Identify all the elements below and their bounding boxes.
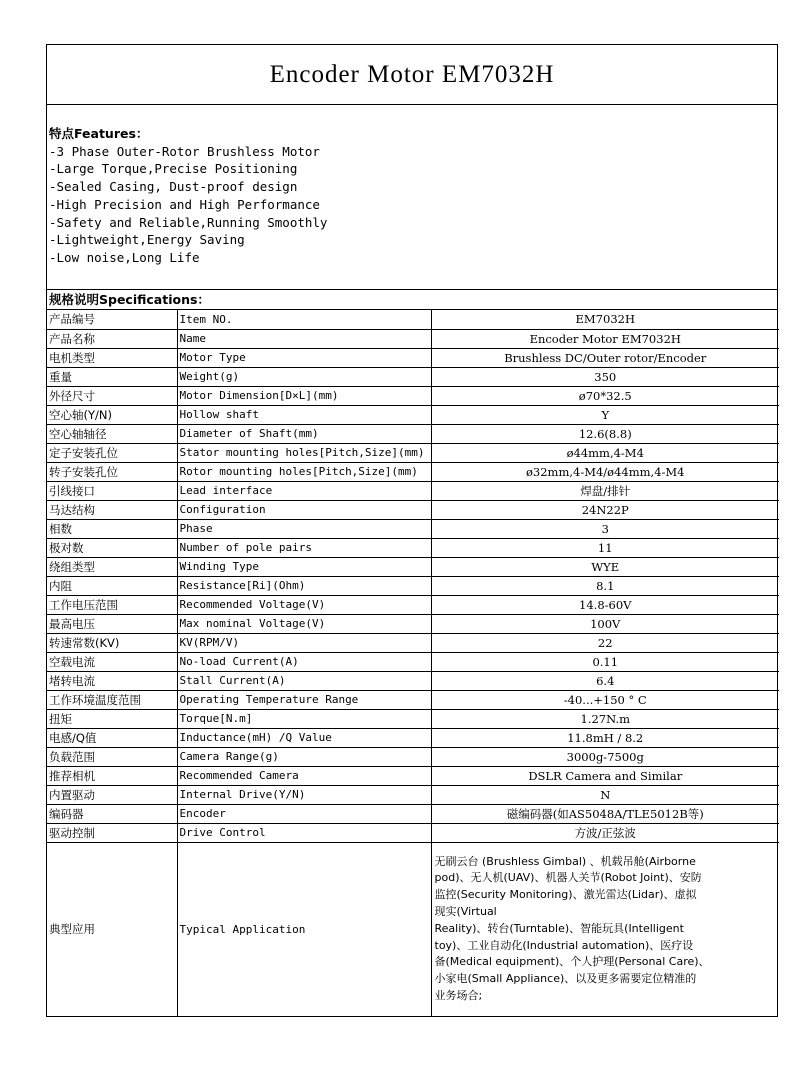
spec-label-en: Weight(g) (177, 367, 431, 386)
application-line: pod)、无人机(UAV)、机器人关节(Robot Joint)、安防 (434, 871, 702, 885)
spec-label-zh: 马达结构 (47, 500, 177, 519)
spec-label-en: Stator mounting holes[Pitch,Size](mm) (177, 443, 431, 462)
spec-row (47, 633, 779, 652)
spec-row (47, 747, 779, 766)
spec-row (47, 557, 779, 576)
application-line: 监控(Security Monitoring)、激光雷达(Lidar)、虚拟 (434, 888, 697, 902)
feature-item: -Lightweight,Energy Saving (49, 232, 245, 248)
specifications-table (47, 310, 779, 1016)
spec-label-en: Motor Type (177, 348, 431, 367)
spec-row (47, 785, 779, 804)
spec-label-zh: 电感/Q值 (47, 728, 177, 747)
spec-value: 3 (431, 519, 779, 538)
spec-row (47, 728, 779, 747)
spec-label-en: Hollow shaft (177, 405, 431, 424)
spec-label-zh: 重量 (47, 367, 177, 386)
spec-row (47, 709, 779, 728)
spec-label-zh: 工作电压范围 (47, 595, 177, 614)
spec-value: Y (431, 405, 779, 424)
spec-value: 350 (431, 367, 779, 386)
spec-row (47, 690, 779, 709)
spec-label-zh: 空心轴轴径 (47, 424, 177, 443)
spec-label-en: Torque[N.m] (177, 709, 431, 728)
spec-value: 24N22P (431, 500, 779, 519)
spec-value: 14.8-60V (431, 595, 779, 614)
specifications-heading: 规格说明Specifications： (47, 290, 777, 310)
spec-value: 焊盘/排针 (431, 481, 779, 500)
spec-label-en: Recommended Voltage(V) (177, 595, 431, 614)
spec-row (47, 348, 779, 367)
spec-label-zh: 产品名称 (47, 329, 177, 348)
spec-label-en: KV(RPM/V) (177, 633, 431, 652)
spec-row (47, 500, 779, 519)
spec-label-en: Encoder (177, 804, 431, 823)
spec-value: 12.6(8.8) (431, 424, 779, 443)
spec-row (47, 462, 779, 481)
spec-row (47, 595, 779, 614)
feature-item: -Low noise,Long Life (49, 249, 200, 265)
spec-label-en: Operating Temperature Range (177, 690, 431, 709)
spec-label-zh: 转速常数(KV) (47, 633, 177, 652)
spec-row (47, 671, 779, 690)
spec-label-en: Inductance(mH) /Q Value (177, 728, 431, 747)
spec-label-zh: 扭矩 (47, 709, 177, 728)
spec-value: 方波/正弦波 (431, 823, 779, 842)
spec-row (47, 329, 779, 348)
spec-label-zh: 最高电压 (47, 614, 177, 633)
features-heading: 特点Features： (49, 126, 149, 141)
spec-label-zh: 定子安装孔位 (47, 443, 177, 462)
spec-value: Encoder Motor EM7032H (431, 329, 779, 348)
spec-value: 11 (431, 538, 779, 557)
spec-label-zh: 转子安装孔位 (47, 462, 177, 481)
spec-value: 3000g-7500g (431, 747, 779, 766)
application-line: 无刷云台 (Brushless Gimbal) 、机载吊舱(Airborne (434, 854, 696, 868)
spec-label-zh: 极对数 (47, 538, 177, 557)
spec-label-en: Diameter of Shaft(mm) (177, 424, 431, 443)
spec-row-application (47, 842, 779, 1016)
spec-label-en: Motor Dimension[D×L](mm) (177, 386, 431, 405)
spec-label-zh: 内阻 (47, 576, 177, 595)
spec-label-en: Rotor mounting holes[Pitch,Size](mm) (177, 462, 431, 481)
application-label-en: Typical Application (177, 842, 431, 1016)
application-value (431, 842, 779, 1016)
feature-item: -High Precision and High Performance (49, 196, 320, 212)
feature-item: -Large Torque,Precise Positioning (49, 161, 298, 177)
spec-value: N (431, 785, 779, 804)
spec-row (47, 367, 779, 386)
spec-label-zh: 引线接口 (47, 481, 177, 500)
spec-label-zh: 工作环境温度范围 (47, 690, 177, 709)
application-line: 小家电(Small Appliance)、以及更多需要定位精准的 (434, 972, 697, 986)
spec-label-en: Configuration (177, 500, 431, 519)
application-label-zh: 典型应用 (47, 842, 177, 1016)
spec-row (47, 652, 779, 671)
spec-row (47, 823, 779, 842)
spec-value: DSLR Camera and Similar (431, 766, 779, 785)
spec-label-zh: 内置驱动 (47, 785, 177, 804)
application-line: 业务场合; (434, 989, 483, 1003)
spec-row (47, 519, 779, 538)
spec-label-zh: 空载电流 (47, 652, 177, 671)
spec-value: 磁编码器(如AS5048A/TLE5012B等) (431, 804, 779, 823)
spec-value: WYE (431, 557, 779, 576)
spec-label-en: Resistance[Ri](Ohm) (177, 576, 431, 595)
spec-label-en: Winding Type (177, 557, 431, 576)
spec-label-zh: 外径尺寸 (47, 386, 177, 405)
spec-label-zh: 负载范围 (47, 747, 177, 766)
spec-value: -40...+150 ° C (431, 690, 779, 709)
spec-value: 0.11 (431, 652, 779, 671)
spec-label-en: Drive Control (177, 823, 431, 842)
spec-value: ø32mm,4-M4/ø44mm,4-M4 (431, 462, 779, 481)
spec-label-zh: 推荐相机 (47, 766, 177, 785)
spec-row (47, 576, 779, 595)
spec-label-zh: 电机类型 (47, 348, 177, 367)
spec-value: 1.27N.m (431, 709, 779, 728)
application-line: 备(Medical equipment)、个人护理(Personal Care)、 (434, 955, 710, 969)
spec-label-zh: 编码器 (47, 804, 177, 823)
spec-sheet (46, 44, 778, 1017)
spec-label-zh: 产品编号 (47, 310, 177, 329)
spec-label-en: Name (177, 329, 431, 348)
spec-label-zh: 绕组类型 (47, 557, 177, 576)
spec-label-en: Stall Current(A) (177, 671, 431, 690)
spec-value: ø44mm,4-M4 (431, 443, 779, 462)
spec-value: EM7032H (431, 310, 779, 329)
spec-label-en: Internal Drive(Y/N) (177, 785, 431, 804)
spec-label-en: No-load Current(A) (177, 652, 431, 671)
spec-label-zh: 相数 (47, 519, 177, 538)
document-title: Encoder Motor EM7032H (47, 45, 777, 105)
spec-row (47, 481, 779, 500)
spec-row (47, 614, 779, 633)
spec-row (47, 538, 779, 557)
spec-value: Brushless DC/Outer rotor/Encoder (431, 348, 779, 367)
spec-row (47, 310, 779, 329)
application-line: Reality)、转台(Turntable)、智能玩具(Intelligent (434, 921, 684, 935)
spec-value: ø70*32.5 (431, 386, 779, 405)
application-line: 现实(Virtual (434, 905, 497, 919)
spec-row (47, 405, 779, 424)
spec-row (47, 804, 779, 823)
spec-value: 6.4 (431, 671, 779, 690)
spec-value: 100V (431, 614, 779, 633)
spec-label-en: Lead interface (177, 481, 431, 500)
spec-label-en: Max nominal Voltage(V) (177, 614, 431, 633)
spec-value: 11.8mH / 8.2 (431, 728, 779, 747)
features-section (47, 105, 777, 290)
specifications-body (47, 310, 779, 1016)
spec-label-zh: 驱动控制 (47, 823, 177, 842)
spec-label-en: Item NO. (177, 310, 431, 329)
spec-row (47, 443, 779, 462)
spec-label-en: Recommended Camera (177, 766, 431, 785)
spec-row (47, 766, 779, 785)
spec-label-zh: 空心轴(Y/N) (47, 405, 177, 424)
feature-item: -Safety and Reliable,Running Smoothly (49, 214, 328, 230)
spec-row (47, 424, 779, 443)
spec-row (47, 386, 779, 405)
spec-label-en: Number of pole pairs (177, 538, 431, 557)
application-line: toy)、工业自动化(Industrial automation)、医疗设 (434, 938, 694, 952)
spec-value: 8.1 (431, 576, 779, 595)
spec-label-en: Camera Range(g) (177, 747, 431, 766)
spec-value: 22 (431, 633, 779, 652)
feature-item: -Sealed Casing, Dust-proof design (49, 179, 298, 195)
spec-label-zh: 堵转电流 (47, 671, 177, 690)
feature-item: -3 Phase Outer-Rotor Brushless Motor (49, 143, 320, 159)
spec-label-en: Phase (177, 519, 431, 538)
